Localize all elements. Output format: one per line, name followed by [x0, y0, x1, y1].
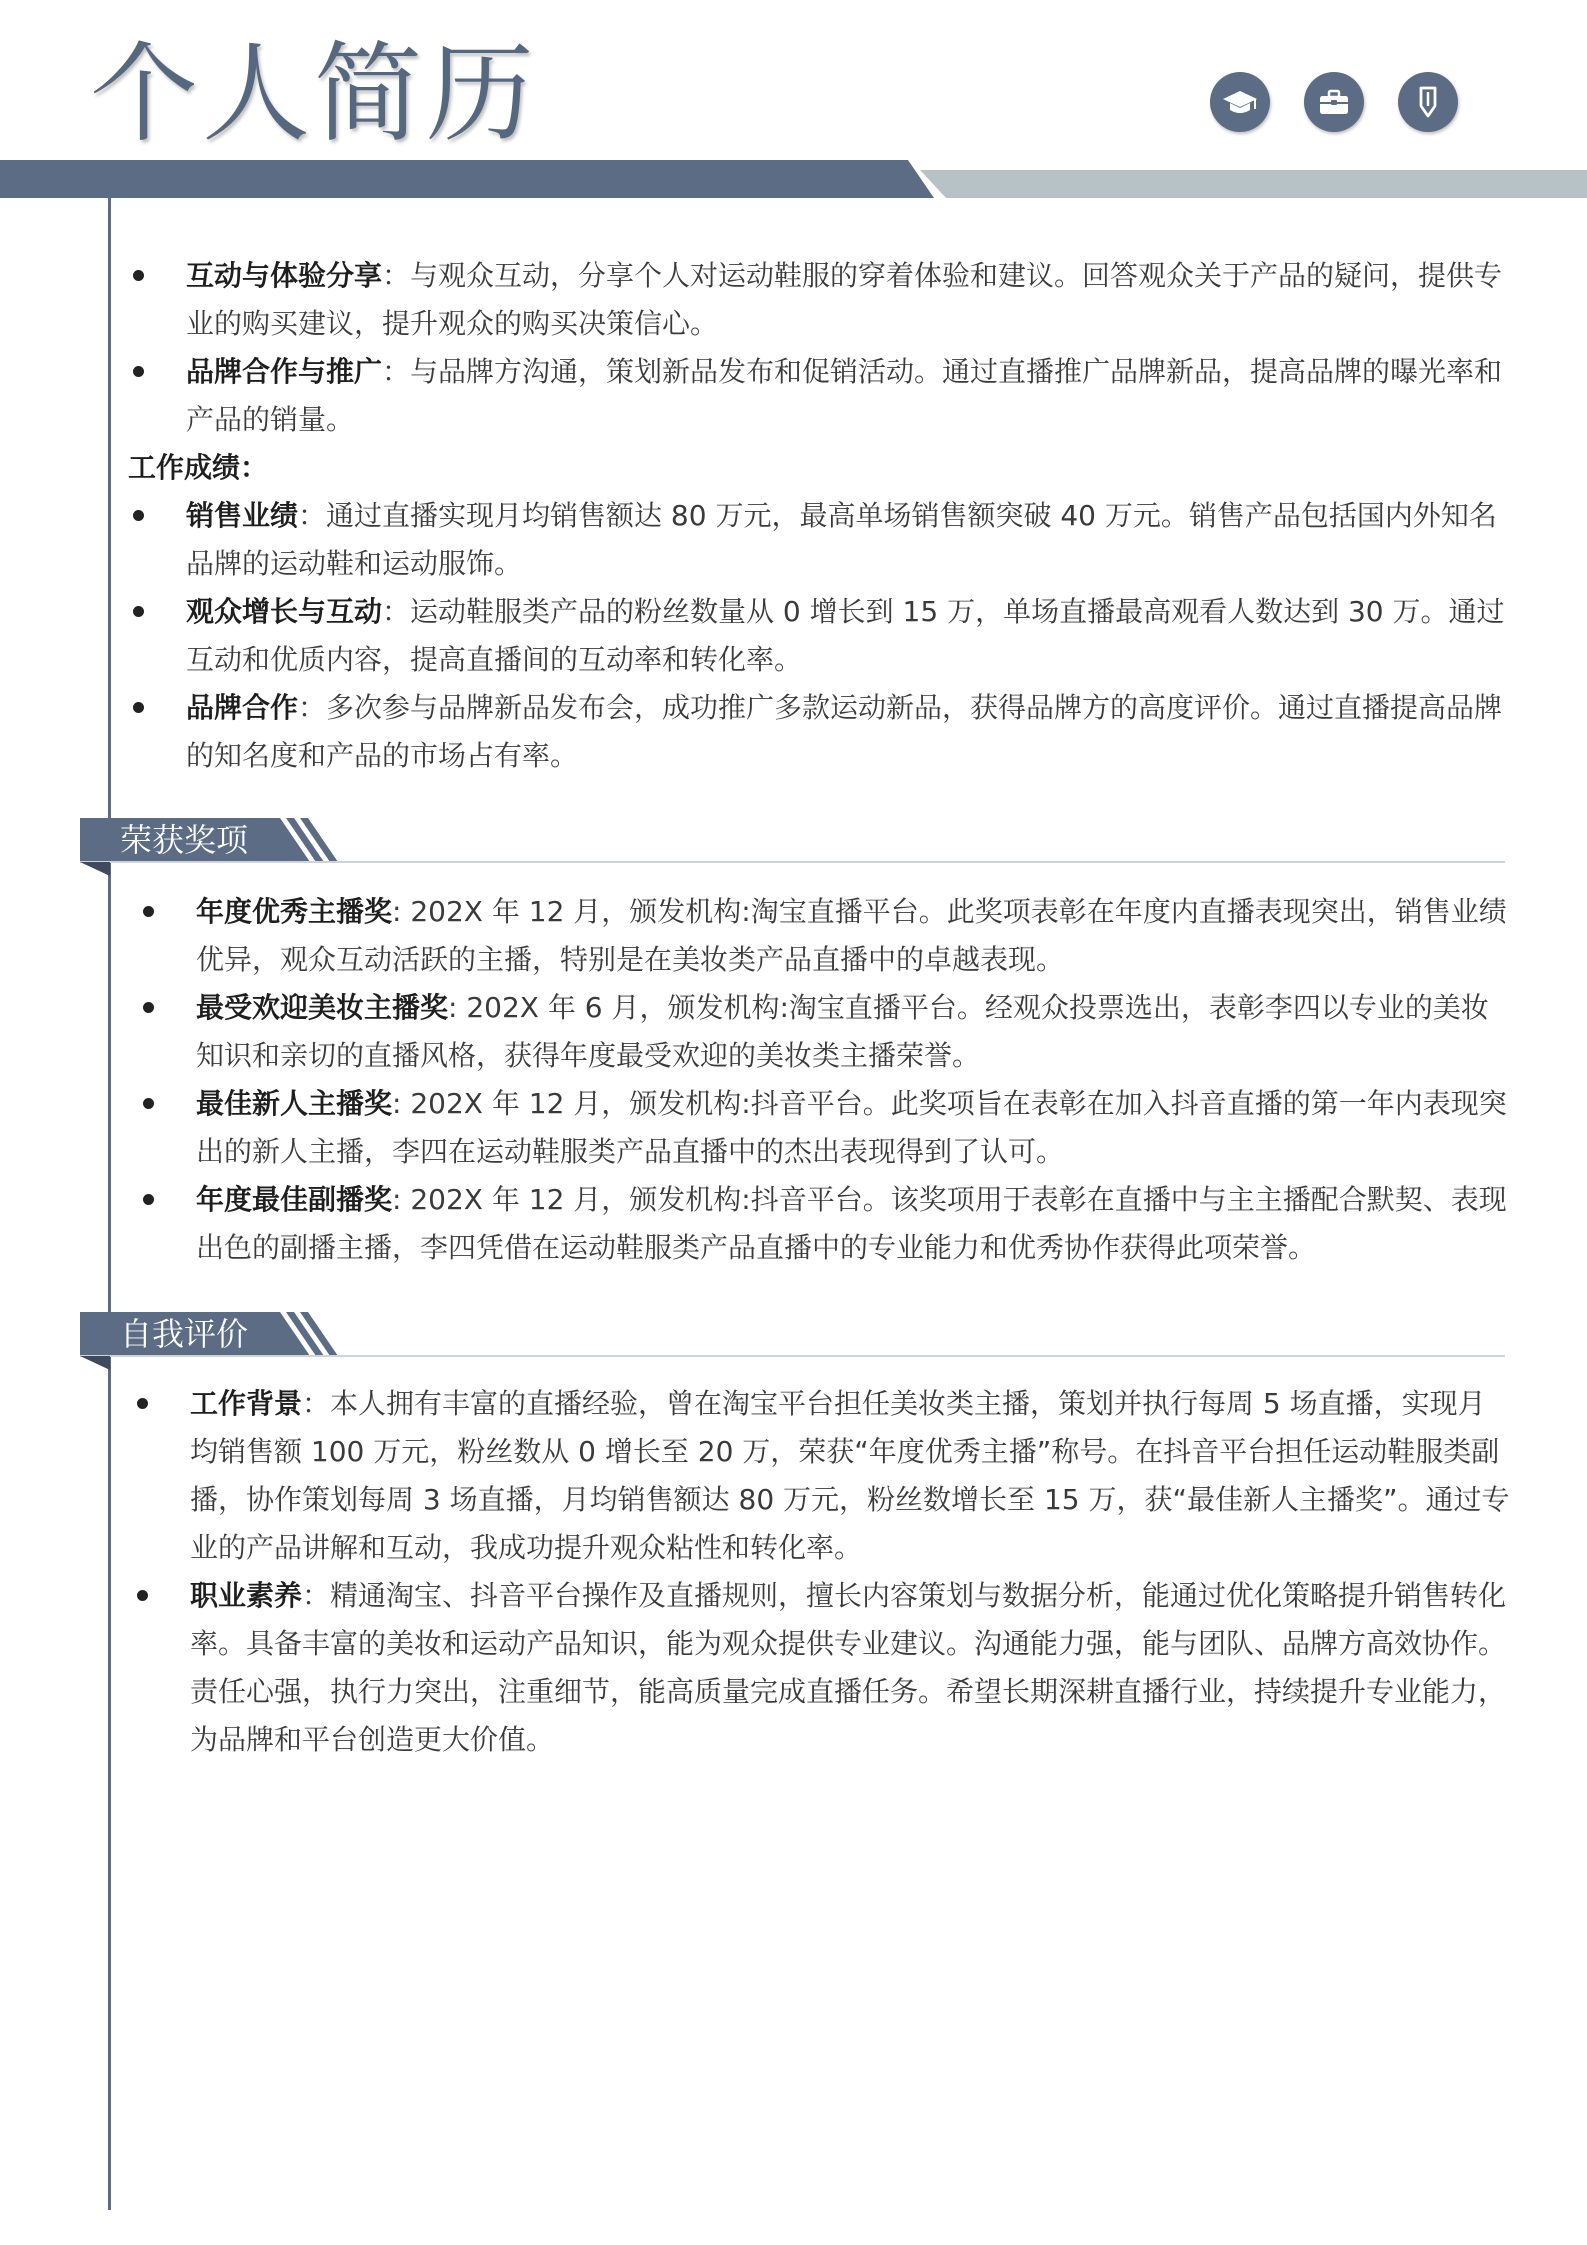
- bullet-icon: [133, 270, 144, 281]
- bullet-icon: [143, 1002, 154, 1013]
- achievements-heading: 工作成绩：: [128, 451, 269, 484]
- header-icons: [1210, 72, 1458, 132]
- list-item: 最受欢迎美妆主播奖: 202X 年 6 月，颁发机构:淘宝直播平台。经观众投票选出，表彰李四以专业的美妆知识和亲切的直播风格，获得年度最受欢迎的美妆类主播荣誉。: [138, 984, 1510, 1080]
- bullet-icon: [143, 906, 154, 917]
- self-evaluation-section-header: [80, 1312, 1505, 1374]
- list-item: 互动与体验分享：与观众互动，分享个人对运动鞋服的穿着体验和建议。回答观众关于产品的疑问，提供专业的购买建议，提升观众的购买决策信心。: [128, 252, 1508, 348]
- list-item: 销售业绩：通过直播实现月均销售额达 80 万元，最高单场销售额突破 40 万元。销售产品包括国内外知名品牌的运动鞋和运动服饰。: [128, 492, 1508, 588]
- page-title: 个人简历: [90, 32, 539, 157]
- list-item: 最佳新人主播奖: 202X 年 12 月，颁发机构:抖音平台。此奖项旨在表彰在加入抖音直播的第一年内表现突出的新人主播，李四在运动鞋服类产品直播中的杰出表现得到了认可。: [138, 1080, 1510, 1176]
- self-evaluation-title: 自我评价: [120, 1315, 249, 1353]
- list-item: 观众增长与互动：运动鞋服类产品的粉丝数量从 0 增长到 15 万，单场直播最高观看人数达到 30 万。通过互动和优质内容，提高直播间的互动率和转化率。: [128, 588, 1508, 684]
- bullet-icon: [137, 1590, 148, 1601]
- list-item: 年度优秀主播奖: 202X 年 12 月，颁发机构:淘宝直播平台。此奖项表彰在年度内直播表现突出，销售业绩优异，观众互动活跃的主播，特别是在美妆类产品直播中的卓越表现。: [138, 888, 1510, 984]
- pen-icon: [1398, 72, 1458, 132]
- stripes-decoration: [270, 818, 340, 862]
- stripes-decoration: [270, 1312, 340, 1356]
- awards-section-header: [80, 818, 1505, 880]
- self-evaluation-section: [132, 1380, 1510, 1764]
- list-item: 职业素养：精通淘宝、抖音平台操作及直播规则，擅长内容策划与数据分析，能通过优化策略提升销售转化率。具备丰富的美妆和运动产品知识，能为观众提供专业建议。沟通能力强，能与团队、品牌方高效协作。责任心强，执行力突出，注重细节，能高质量完成直播任务。希望长期深耕直播行业，持续提升专业能力，为品牌和平台创造更大价值。: [132, 1572, 1510, 1764]
- bullet-icon: [137, 1398, 148, 1409]
- bullet-icon: [133, 510, 144, 521]
- list-item: 品牌合作：多次参与品牌新品发布会，成功推广多款运动新品，获得品牌方的高度评价。通过直播提高品牌的知名度和产品的市场占有率。: [128, 684, 1508, 780]
- bullet-icon: [133, 606, 144, 617]
- list-item: 品牌合作与推广：与品牌方沟通，策划新品发布和促销活动。通过直播推广品牌新品，提高品牌的曝光率和产品的销量。: [128, 348, 1508, 444]
- list-item: 年度最佳副播奖: 202X 年 12 月，颁发机构:抖音平台。该奖项用于表彰在直播中与主主播配合默契、表现出色的副播主播，李四凭借在运动鞋服类产品直播中的专业能力和优秀协作获得此项荣誉。: [138, 1176, 1510, 1272]
- bullet-icon: [133, 702, 144, 713]
- experience-section: [128, 252, 1508, 780]
- awards-section: [138, 888, 1510, 1272]
- briefcase-icon: [1304, 72, 1364, 132]
- awards-title: 荣获奖项: [120, 821, 249, 859]
- graduation-cap-icon: [1210, 72, 1270, 132]
- bullet-icon: [133, 366, 144, 377]
- bullet-icon: [143, 1098, 154, 1109]
- timeline-line: [108, 198, 111, 2210]
- header-band: [0, 160, 1587, 200]
- bullet-icon: [143, 1194, 154, 1205]
- list-item: 工作背景：本人拥有丰富的直播经验，曾在淘宝平台担任美妆类主播，策划并执行每周 5 场直播，实现月均销售额 100 万元，粉丝数从 0 增长至 20 万，荣获“年度优秀主播”称号。在抖音平台担任运动鞋服类副播，协作策划每周 3 场直播，月均销售额达 80 万元，粉丝数增长至 15 万，获“最佳新人主播奖”。通过专业的产品讲解和互动，我成功提升观众粘性和转化率。: [132, 1380, 1510, 1572]
